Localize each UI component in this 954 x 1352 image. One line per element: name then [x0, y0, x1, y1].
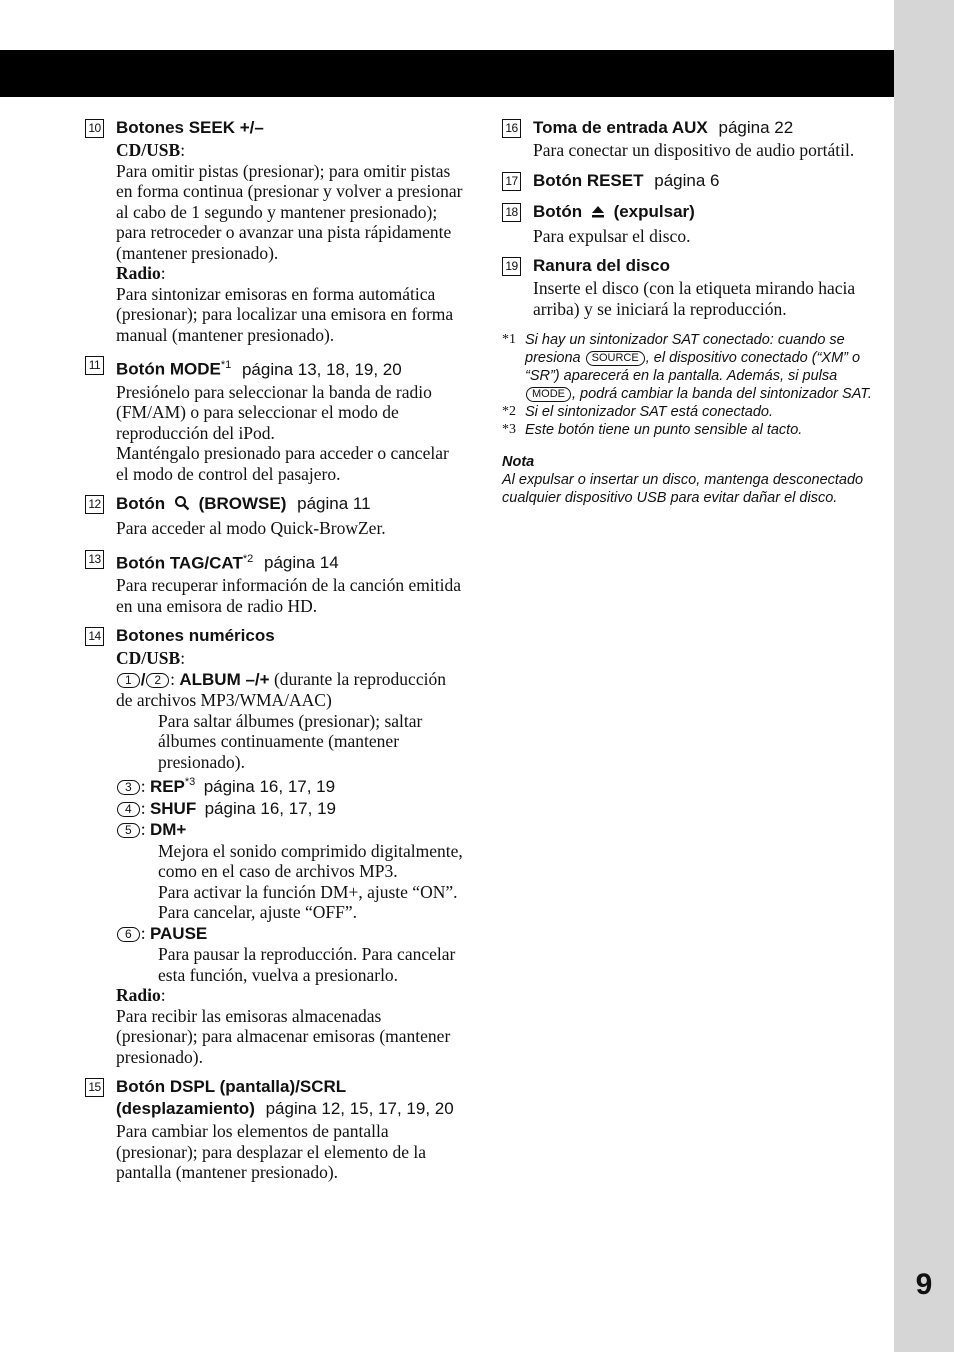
item-text: Para omitir pistas (presionar); para omitir pistas en forma continua (presionar y volver a presionar al cabo de 1 segundo y mantener presionado); para retroceder o avanzar una pista rápidamente (mantener presionado).	[116, 160, 463, 263]
item-number: 18	[502, 203, 521, 222]
item-18	[502, 201, 887, 247]
footnotes	[502, 331, 887, 439]
item-number: 12	[85, 495, 104, 514]
header-bar	[0, 50, 894, 97]
item-16	[502, 117, 887, 161]
footnote-text: , podrá cambiar la banda del sintonizador SAT.	[572, 386, 872, 402]
item-13	[85, 548, 465, 617]
item-text: Para recibir las emisoras almacenadas (presionar); para almacenar emisoras (mantener presionado).	[116, 1005, 451, 1067]
item-number: 14	[85, 627, 104, 646]
item-number: 17	[502, 172, 521, 191]
item-12	[85, 493, 465, 539]
item-title: Botón RESET	[533, 170, 644, 190]
footnote-mark: *3	[502, 422, 516, 437]
footnote-mark: *1	[502, 332, 516, 347]
side-tab	[894, 0, 954, 1352]
footnote-text: Si el sintonizador SAT está conectado.	[525, 404, 773, 420]
item-title: Ranura del disco	[533, 256, 670, 275]
mode-key: MODE	[526, 387, 571, 402]
label-radio: Radio	[116, 263, 161, 283]
key-5: 5	[117, 823, 140, 838]
item-text: Inserte el disco (con la etiqueta mirando hacia arriba) y se iniciará la reproducción.	[533, 278, 856, 319]
item-19	[502, 255, 887, 319]
key-2: 2	[146, 673, 169, 688]
label-radio: Radio	[116, 985, 161, 1006]
magnifier-icon	[174, 495, 190, 517]
page-ref: página 6	[654, 170, 720, 190]
label-cd-usb: CD/USB	[116, 648, 181, 669]
note-block	[502, 453, 887, 507]
footnote-mark: *2	[502, 404, 516, 419]
page-ref: página 22	[718, 118, 794, 137]
item-number: 11	[85, 356, 104, 375]
item-number: 15	[85, 1078, 104, 1097]
item-title: Toma de entrada AUX	[533, 118, 708, 137]
footnote-2	[502, 403, 887, 421]
rep-label: REP	[149, 777, 185, 797]
album-desc: Para saltar álbumes (presionar); saltar álbumes continuamente (mantener presionado).	[158, 710, 423, 772]
item-17	[502, 170, 887, 192]
page-ref: página 11	[297, 494, 371, 514]
item-text: Para conectar un dispositivo de audio portátil.	[533, 140, 855, 160]
note-title: Nota	[502, 454, 535, 470]
footnote-text: Si hay un sintonizador SAT conectado: cuando se presiona	[525, 332, 845, 366]
key-3: 3	[117, 780, 140, 795]
footnote-1	[502, 331, 887, 403]
shuf-label: SHUF	[149, 798, 197, 818]
page-ref: página 14	[263, 553, 339, 573]
album-text: (durante la reproducción de archivos MP3/WMA/AAC)	[116, 668, 446, 711]
item-text: Para recuperar información de la canción emitida en una emisora de radio HD.	[116, 575, 461, 616]
item-text: Para sintonizar emisoras en forma automática (presionar); para localizar una emisora en forma manual (mantener presionado).	[116, 283, 454, 345]
item-15	[85, 1076, 465, 1183]
item-11	[85, 354, 465, 484]
item-title: Botón	[533, 201, 583, 221]
item-number: 19	[502, 257, 521, 276]
left-column	[85, 117, 465, 1192]
eject-icon	[591, 203, 605, 225]
note-text: Al expulsar o insertar un disco, mantenga desconectado cualquier dispositivo USB para evitar dañar el disco.	[502, 472, 864, 506]
dm-desc: Mejora el sonido comprimido digitalmente, como en el caso de archivos MP3.	[158, 840, 463, 882]
right-column	[502, 117, 887, 507]
item-text: Para cambiar los elementos de pantalla (presionar); para desplazar el elemento de la pantalla (mantener presionado).	[116, 1121, 426, 1183]
item-title: Botón TAG/CAT	[116, 553, 243, 573]
key-6: 6	[117, 927, 140, 942]
page-ref: página 16, 17, 19	[203, 777, 336, 797]
source-key: SOURCE	[586, 351, 645, 366]
footnote-text: , el dispositivo conectado (“XM” o “SR”) aparecerá en la pantalla. Además, si pulsa	[525, 350, 861, 384]
pause-label: PAUSE	[149, 923, 208, 943]
footnote-3	[502, 421, 887, 439]
page-ref: página 16, 17, 19	[204, 798, 336, 818]
item-title: Botón MODE	[116, 359, 221, 379]
item-title: Botones SEEK +/–	[116, 118, 264, 137]
page-ref: página 13, 18, 19, 20	[241, 359, 402, 379]
item-number: 10	[85, 119, 104, 138]
item-title-suffix: (BROWSE)	[198, 494, 287, 514]
item-number: 16	[502, 119, 521, 138]
footnote-ref: *1	[220, 359, 232, 371]
pause-desc: Para pausar la reproducción. Para cancelar esta función, vuelva a presionarlo.	[158, 944, 456, 985]
dm-desc: Para activar la función DM+, ajuste “ON”. Para cancelar, ajuste “OFF”.	[158, 881, 458, 923]
item-text: Presiónelo para seleccionar la banda de radio (FM/AM) o para seleccionar el modo de reproducción del iPod.	[116, 381, 432, 443]
footnote-text: Este botón tiene un punto sensible al tacto.	[525, 422, 803, 438]
item-text: Para expulsar el disco.	[533, 225, 691, 246]
item-number: 13	[85, 550, 104, 569]
key-4: 4	[117, 802, 140, 817]
album-label: ALBUM –/+	[179, 669, 270, 689]
page-number: 9	[915, 1268, 933, 1301]
dm-label: DM+	[149, 820, 187, 840]
item-title: Botón DSPL (pantalla)/SCRL (desplazamiento)	[116, 1077, 346, 1119]
item-text: Para acceder al modo Quick-BrowZer.	[116, 518, 386, 539]
item-title: Botón	[116, 494, 166, 514]
footnote-ref: *3	[184, 776, 196, 789]
key-1: 1	[117, 673, 140, 688]
item-title-suffix: (expulsar)	[613, 201, 695, 221]
page-ref: página 12, 15, 17, 19, 20	[265, 1099, 454, 1119]
label-cd-usb: CD/USB	[116, 140, 181, 160]
item-14: 14 Botones numéricos CD/USB: 1 / 2 : ALBUM –/+ (durante la reproducción de archivos MP3/WMA/AAC) Para saltar álbumes (presionar); saltar álbumes continuamente (mantener presionado). 3 : REP$^{*3}$ página 16, 17, 19 4 : SHUF página 16, 17, 19 5 : DM+ Mejora el sonido comprimido digitalmente, como en el caso de archivos MP3. Para activar la función DM+, ajuste “ON”. Para cancelar, ajuste “OFF”. 6 : PAUSE Para pausar la reproducción. Para cancelar esta función, vuelva a presionarlo. Radio: Para recibir las emisoras almacenadas (presionar); para almacenar emisoras (mantener presionado).	[85, 625, 465, 1067]
item-10: 10 Botones SEEK +/– CD/USB: Para omitir pistas (presionar); para omitir pistas en forma continua (presionar y volver a presionar al cabo de 1 segundo y mantener presionado); para retroceder o avanzar una pista rápidamente (mantener presionado). Radio: Para sintonizar emisoras en forma automática (presionar); para localizar una emisora en forma manual (mantener presionado).	[85, 117, 465, 345]
item-text: Manténgalo presionado para acceder o cancelar el modo de control del pasajero.	[116, 443, 449, 484]
item-title: Botones numéricos	[116, 626, 275, 646]
footnote-ref: *2	[242, 552, 254, 565]
